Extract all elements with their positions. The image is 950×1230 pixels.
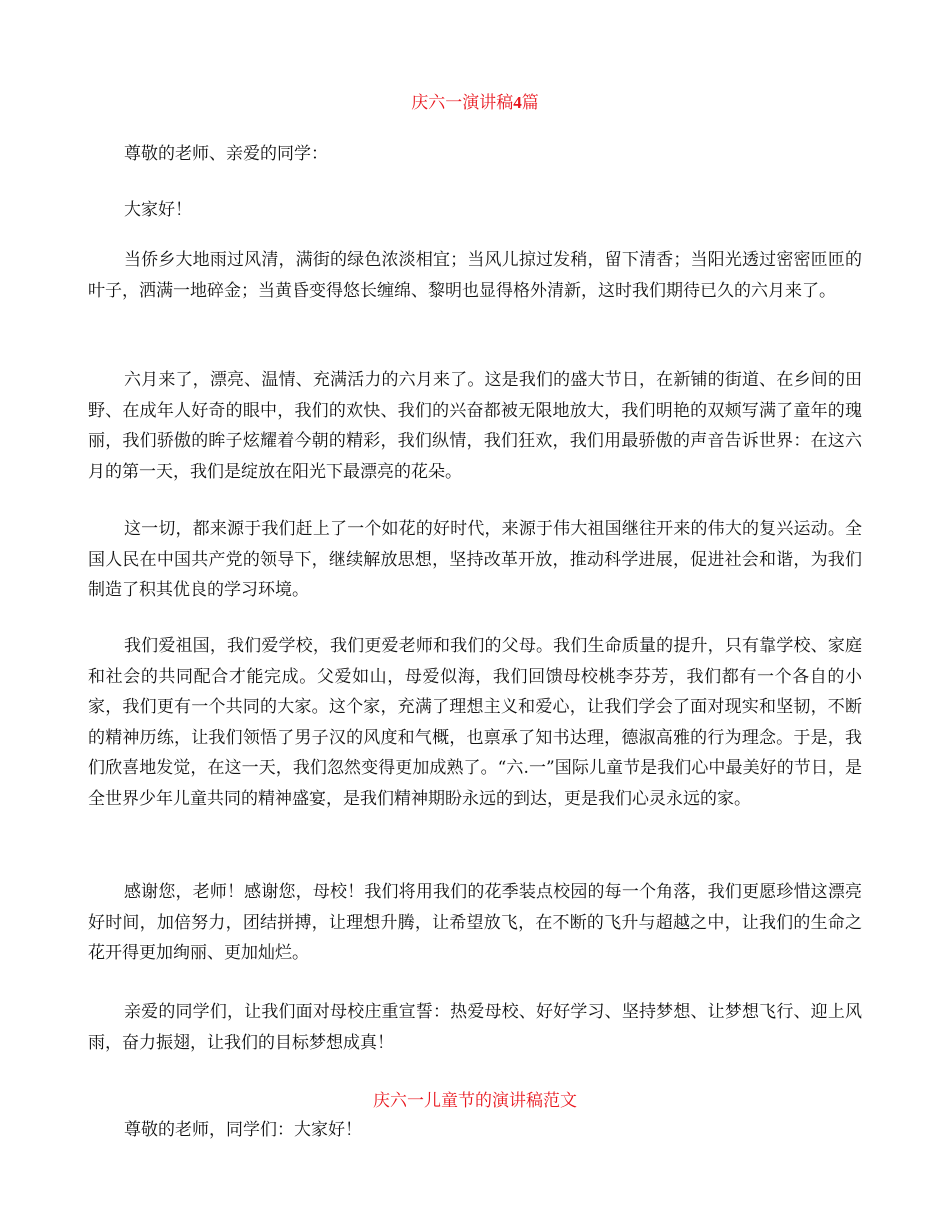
section-salutation: 尊敬的老师，同学们：大家好！ bbox=[124, 1120, 362, 1140]
section-title: 庆六一儿童节的演讲稿范文 bbox=[373, 1091, 577, 1111]
title-number: 4 bbox=[513, 93, 522, 112]
paragraph-3: 这一切，都来源于我们赶上了一个如花的好时代，来源于伟大祖国继往开来的伟大的复兴运动。全国人民在中国共产党的领导下，继续解放思想，坚持改革开放，推动科学进展，促进社会和谐，为我们制造了积其优良的学习环境。 bbox=[88, 519, 862, 600]
title-suffix: 篇 bbox=[521, 93, 539, 113]
paragraph-2: 六月来了，漂亮、温情、充满活力的六月来了。这是我们的盛大节日，在新铺的街道、在乡间的田野、在成年人好奇的眼中，我们的欢快、我们的兴奋都被无限地放大，我们明艳的双颊写满了童年的瑰丽，我们骄傲的眸子炫耀着今朝的精彩，我们纵情，我们狂欢，我们用最骄傲的声音告诉世界：在这六月的第一天，我们是绽放在阳光下最漂亮的花朵。 bbox=[88, 370, 862, 482]
greeting: 大家好！ bbox=[124, 200, 192, 220]
paragraph-1: 当侨乡大地雨过风清，满街的绿色浓淡相宜；当风儿掠过发稍，留下清香；当阳光透过密密匝匝的叶子，洒满一地碎金；当黄昏变得悠长缠绵、黎明也显得格外清新，这时我们期待已久的六月来了。 bbox=[88, 250, 862, 301]
title-text: 庆六一演讲稿 bbox=[411, 93, 514, 113]
paragraph-6: 亲爱的同学们，让我们面对母校庄重宣誓：热爱母校、好好学习、坚持梦想、让梦想飞行、迎上风雨，奋力振翅，让我们的目标梦想成真！ bbox=[88, 1002, 862, 1053]
paragraph-5: 感谢您，老师！感谢您，母校！我们将用我们的花季装点校园的每一个角落，我们更愿珍惜这漂亮好时间，加倍努力，团结拼搏，让理想升腾，让希望放飞，在不断的飞升与超越之中，让我们的生命之花开得更加绚丽、更加灿烂。 bbox=[88, 882, 862, 963]
paragraph-4: 我们爱祖国，我们爱学校，我们更爱老师和我们的父母。我们生命质量的提升，只有靠学校、家庭和社会的共同配合才能完成。父爱如山，母爱似海，我们回馈母校桃李芬芳，我们都有一个各自的小家，我们更有一个共同的大家。这个家，充满了理想主义和爱心，让我们学会了面对现实和坚韧，不断的精神历练，让我们领悟了男子汉的风度和气概，也禀承了知书达理，德淑高雅的行为理念。于是，我们欣喜地发觉，在这一天，我们忽然变得更加成熟了。“六.一”国际儿童节是我们心中最美好的节日，是全世界少年儿童共同的精神盛宴，是我们精神期盼永远的到达，更是我们心灵永远的家。 bbox=[88, 636, 862, 809]
document-title bbox=[0, 88, 950, 113]
salutation: 尊敬的老师、亲爱的同学： bbox=[124, 144, 328, 164]
